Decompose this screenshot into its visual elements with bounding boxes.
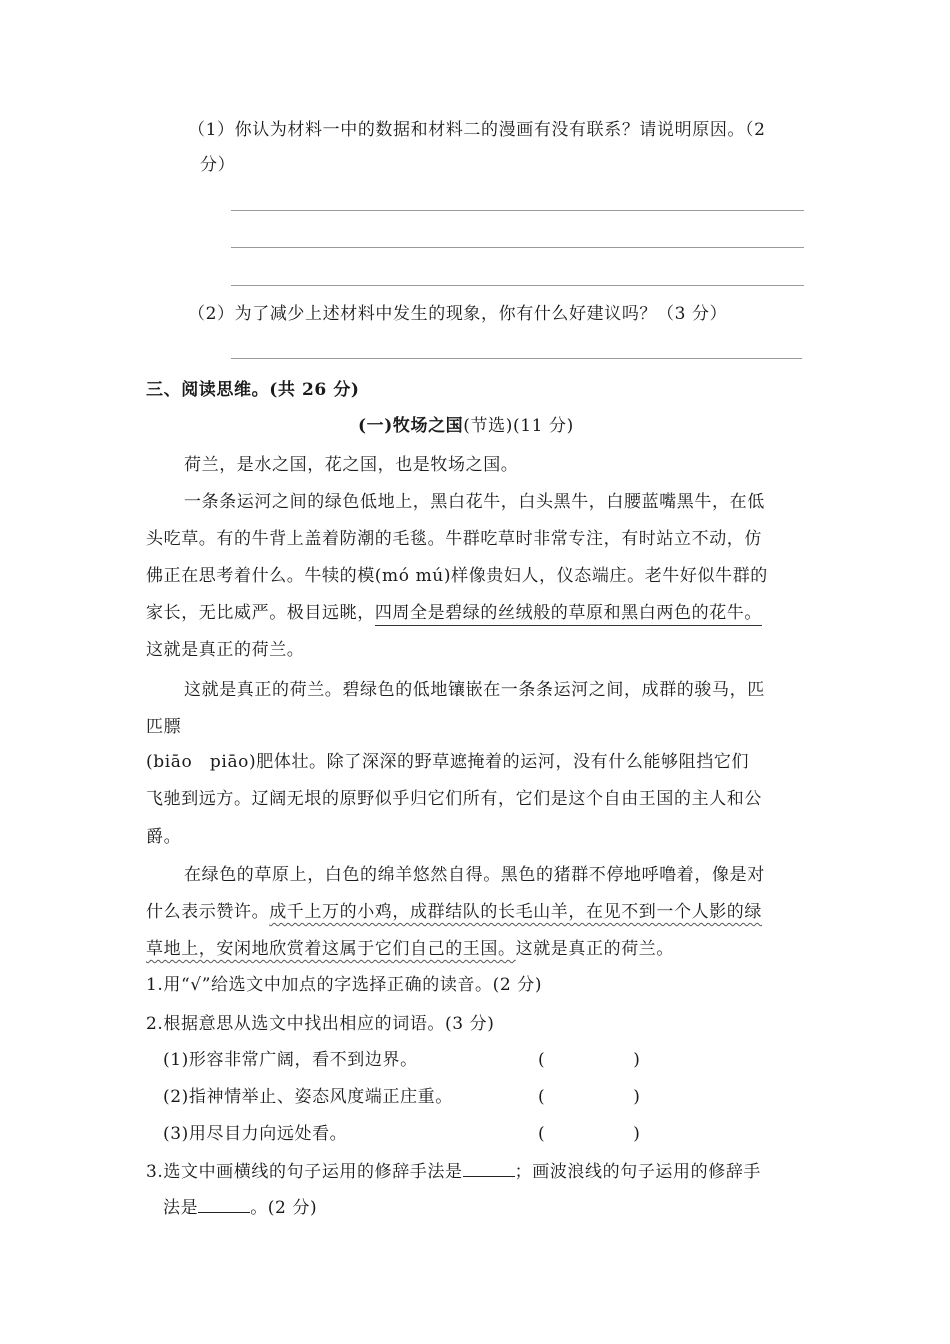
- passage-line: [146, 900, 762, 924]
- answer-line-3: [231, 285, 804, 286]
- reading-question-3-line-1: [146, 1160, 761, 1184]
- q3-text-c: 法是: [163, 1198, 199, 1218]
- passage-line: 匹膘: [146, 717, 182, 737]
- question-1-line-2: 分）: [200, 155, 236, 175]
- q3-text-d: 。(2 分): [250, 1198, 318, 1218]
- passage-line: 爵。: [146, 827, 182, 847]
- passage-line: [146, 937, 674, 961]
- reading-question-2: 2.根据意思从选文中找出相应的词语。(3 分): [146, 1014, 495, 1034]
- reading-question-1: 1.用“√”给选文中加点的字选择正确的读音。(2 分): [146, 975, 543, 995]
- passage-title-note: (节选)(11 分): [463, 416, 574, 436]
- vocab-answer-bracket-2[interactable]: ( ): [538, 1087, 641, 1107]
- reading-question-3-line-2: [163, 1196, 317, 1220]
- vocab-answer-bracket-1[interactable]: ( ): [538, 1050, 641, 1070]
- question-2: （2）为了减少上述材料中发生的现象，你有什么好建议吗？（3 分）: [188, 304, 728, 324]
- passage-line: 佛正在思考着什么。牛犊的模(mó mú)样像贵妇人，仪态端庄。老牛好似牛群的: [146, 566, 768, 586]
- vocab-item-2: (2)指神情举止、姿态风度端正庄重。: [163, 1087, 453, 1107]
- q3-text-a: 3.选文中画横线的句子运用的修辞手法是: [146, 1162, 463, 1182]
- passage-line: (biāo piāo)肥体壮。除了深深的野草遮掩着的运河，没有什么能够阻挡它们: [146, 752, 750, 772]
- wavy-underlined-sentence: 草地上，安闲地欣赏着这属于它们自己的王国。: [146, 939, 516, 959]
- passage-line: 在绿色的草原上，白色的绵羊悠然自得。黑色的猪群不停地呼噜着，像是对: [184, 865, 765, 885]
- section-heading: 三、阅读思维。(共 26 分): [146, 380, 360, 400]
- passage-text: 这就是真正的荷兰。: [515, 939, 675, 959]
- passage-title-main: (一)牧场之国: [358, 416, 464, 436]
- passage-line: [146, 601, 762, 625]
- passage-line: 头吃草。有的牛背上盖着防潮的毛毯。牛群吃草时非常专注，有时站立不动，仿: [146, 529, 762, 549]
- answer-line-2: [231, 247, 804, 248]
- passage-line: 荷兰，是水之国，花之国，也是牧场之国。: [184, 455, 519, 475]
- rhetoric-blank-2[interactable]: [198, 1196, 250, 1213]
- answer-line-1: [231, 210, 804, 211]
- passage-line: 飞驰到远方。辽阔无垠的原野似乎归它们所有，它们是这个自由王国的主人和公: [146, 789, 762, 809]
- vocab-answer-bracket-3[interactable]: ( ): [538, 1124, 641, 1144]
- passage-line: 这就是真正的荷兰。: [146, 640, 305, 660]
- passage-line: 这就是真正的荷兰。碧绿色的低地镶嵌在一条条运河之间，成群的骏马，匹: [184, 680, 765, 700]
- vocab-item-1: (1)形容非常广阔，看不到边界。: [163, 1050, 418, 1070]
- straight-underlined-sentence: 四周全是碧绿的丝绒般的草原和黑白两色的花牛。: [375, 603, 762, 626]
- q3-text-b: ；画波浪线的句子运用的修辞手: [514, 1162, 762, 1182]
- vocab-item-3: (3)用尽目力向远处看。: [163, 1124, 348, 1144]
- passage-title: [358, 414, 574, 438]
- question-1-line-1: （1）你认为材料一中的数据和材料二的漫画有没有联系？请说明原因。（2: [188, 120, 766, 140]
- passage-line: 一条条运河之间的绿色低地上，黑白花牛，白头黑牛，白腰蓝嘴黑牛，在低: [184, 492, 765, 512]
- answer-line-4: [231, 358, 802, 359]
- rhetoric-blank-1[interactable]: [463, 1160, 515, 1177]
- passage-text: 家长，无比威严。极目远眺，: [146, 603, 375, 623]
- passage-text: 什么表示赞许。: [146, 902, 270, 922]
- wavy-underlined-sentence: 成千上万的小鸡，成群结队的长毛山羊，在见不到一个人影的绿: [269, 902, 763, 922]
